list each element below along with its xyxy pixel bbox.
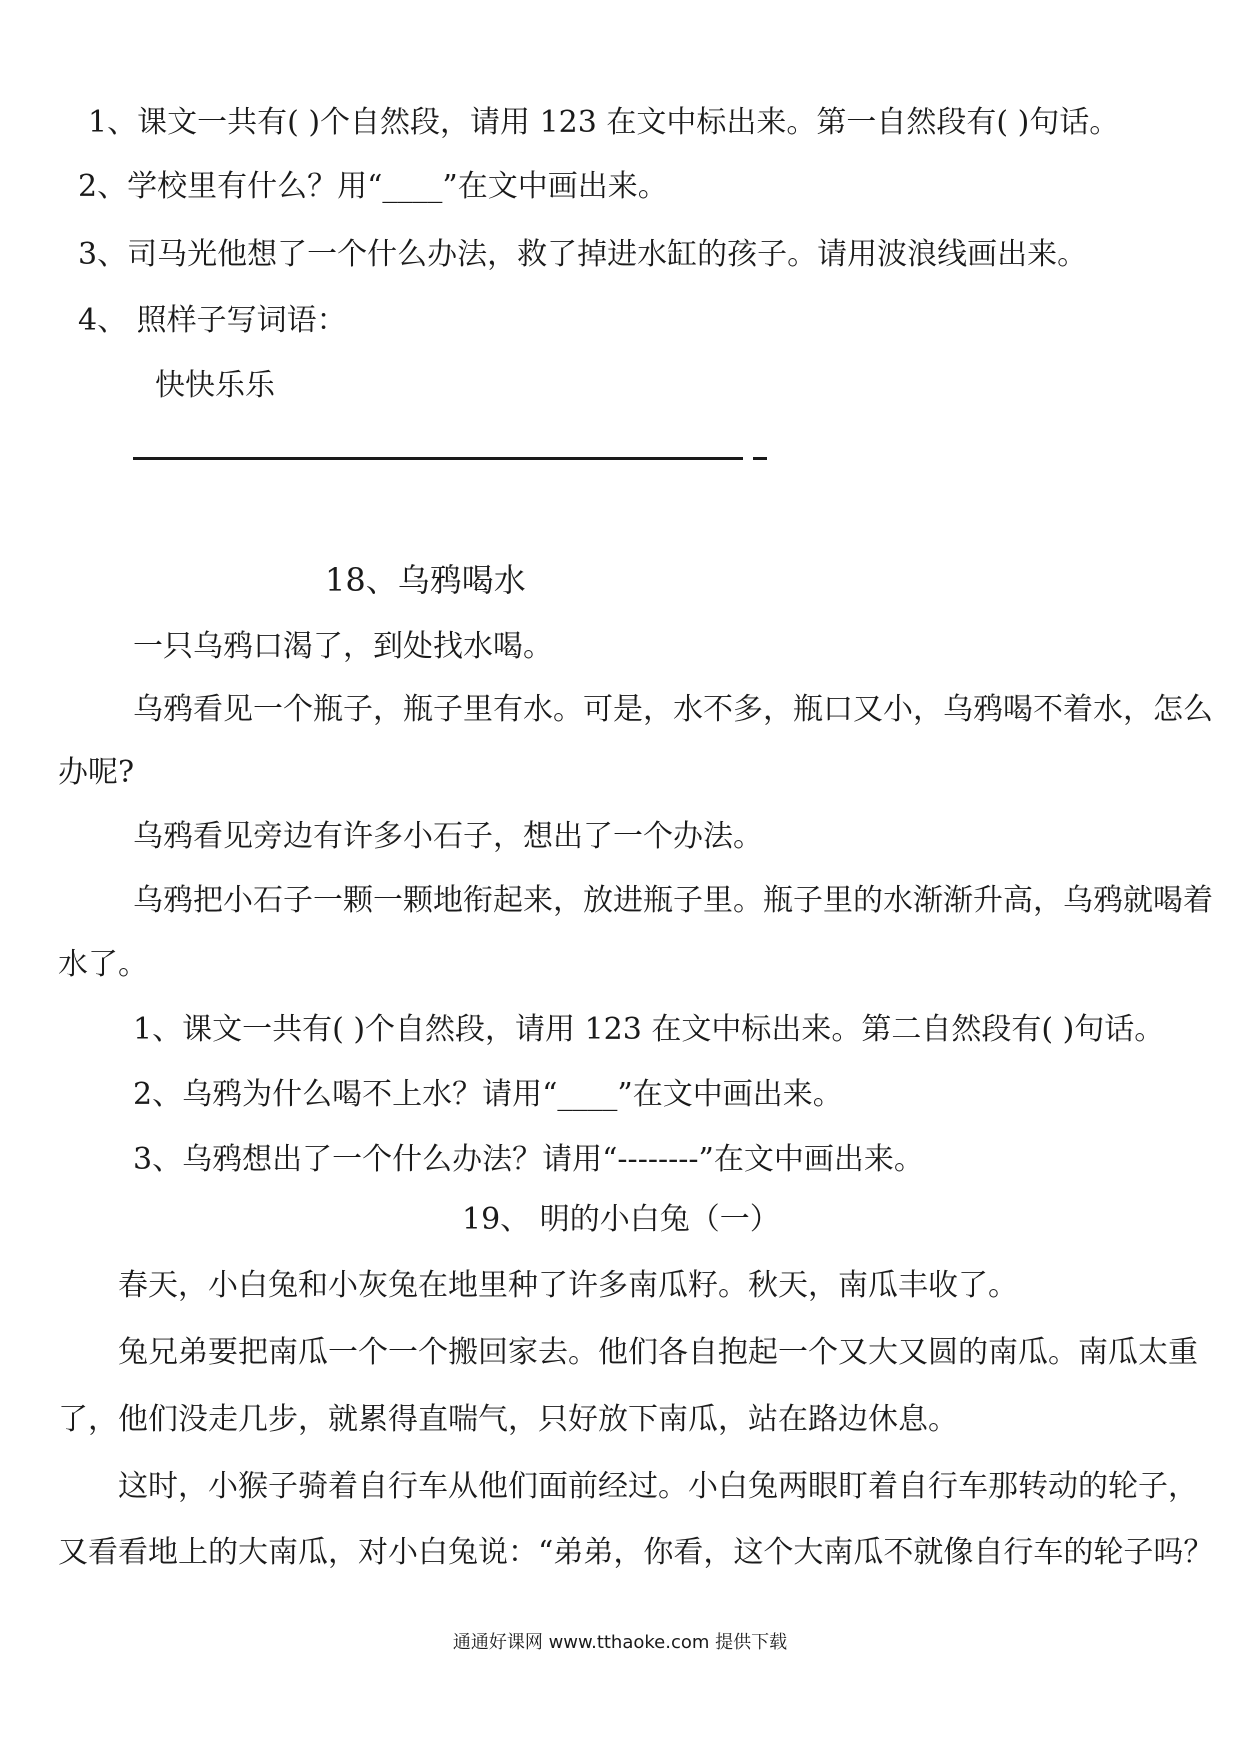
- lesson-18-question-1: 1、课文一共有( )个自然段，请用 123 在文中标出来。第二自然段有( )句话。: [133, 1012, 1165, 1047]
- question-2: 2、学校里有什么？用“____”在文中画出来。: [78, 169, 668, 204]
- lesson-19-paragraph-1: 春天，小白兔和小灰兔在地里种了许多南瓜籽。秋天，南瓜丰收了。: [118, 1268, 1018, 1303]
- lesson-18-paragraph-1: 一只乌鸦口渴了，到处找水喝。: [133, 629, 553, 664]
- footer-source: 通通好课网 www.tthaoke.com 提供下载: [452, 1632, 788, 1653]
- lesson-18-paragraph-3: 乌鸦看见旁边有许多小石子，想出了一个办法。: [133, 819, 763, 854]
- lesson-18-paragraph-4a: 乌鸦把小石子一颗一颗地衔起来，放进瓶子里。瓶子里的水渐渐升高，乌鸦就喝着: [133, 883, 1213, 918]
- lesson-19-paragraph-2b: 了，他们没走几步，就累得直喘气，只好放下南瓜，站在路边休息。: [58, 1402, 958, 1437]
- lesson-18-question-2: 2、乌鸦为什么喝不上水？请用“____”在文中画出来。: [133, 1077, 843, 1112]
- lesson-18-paragraph-4b: 水了。: [58, 947, 148, 982]
- lesson-19-title: 19、 明的小白兔（一）: [462, 1202, 780, 1237]
- lesson-19-paragraph-2a: 兔兄弟要把南瓜一个一个搬回家去。他们各自抱起一个又大又圆的南瓜。南瓜太重: [118, 1335, 1198, 1370]
- example-word: 快快乐乐: [155, 368, 275, 403]
- answer-blank-line: [133, 457, 743, 460]
- question-1: 1、课文一共有( )个自然段，请用 123 在文中标出来。第一自然段有( )句话。: [88, 105, 1120, 140]
- question-4: 4、 照样子写词语：: [78, 303, 347, 338]
- question-3: 3、司马光他想了一个什么办法，救了掉进水缸的孩子。请用波浪线画出来。: [78, 237, 1088, 272]
- lesson-18-title: 18、乌鸦喝水: [325, 561, 526, 599]
- lesson-18-paragraph-2a: 乌鸦看见一个瓶子，瓶子里有水。可是，水不多，瓶口又小，乌鸦喝不着水，怎么: [133, 692, 1213, 727]
- lesson-18-paragraph-2b: 办呢?: [58, 755, 135, 790]
- lesson-19-paragraph-3a: 这时，小猴子骑着自行车从他们面前经过。小白兔两眼盯着自行车那转动的轮子，: [118, 1469, 1198, 1504]
- lesson-18-question-3: 3、乌鸦想出了一个什么办法？请用“--------”在文中画出来。: [133, 1142, 924, 1177]
- lesson-19-paragraph-3b: 又看看地上的大南瓜，对小白兔说：“弟弟，你看，这个大南瓜不就像自行车的轮子吗？: [58, 1535, 1214, 1570]
- answer-blank-dash: [753, 457, 767, 460]
